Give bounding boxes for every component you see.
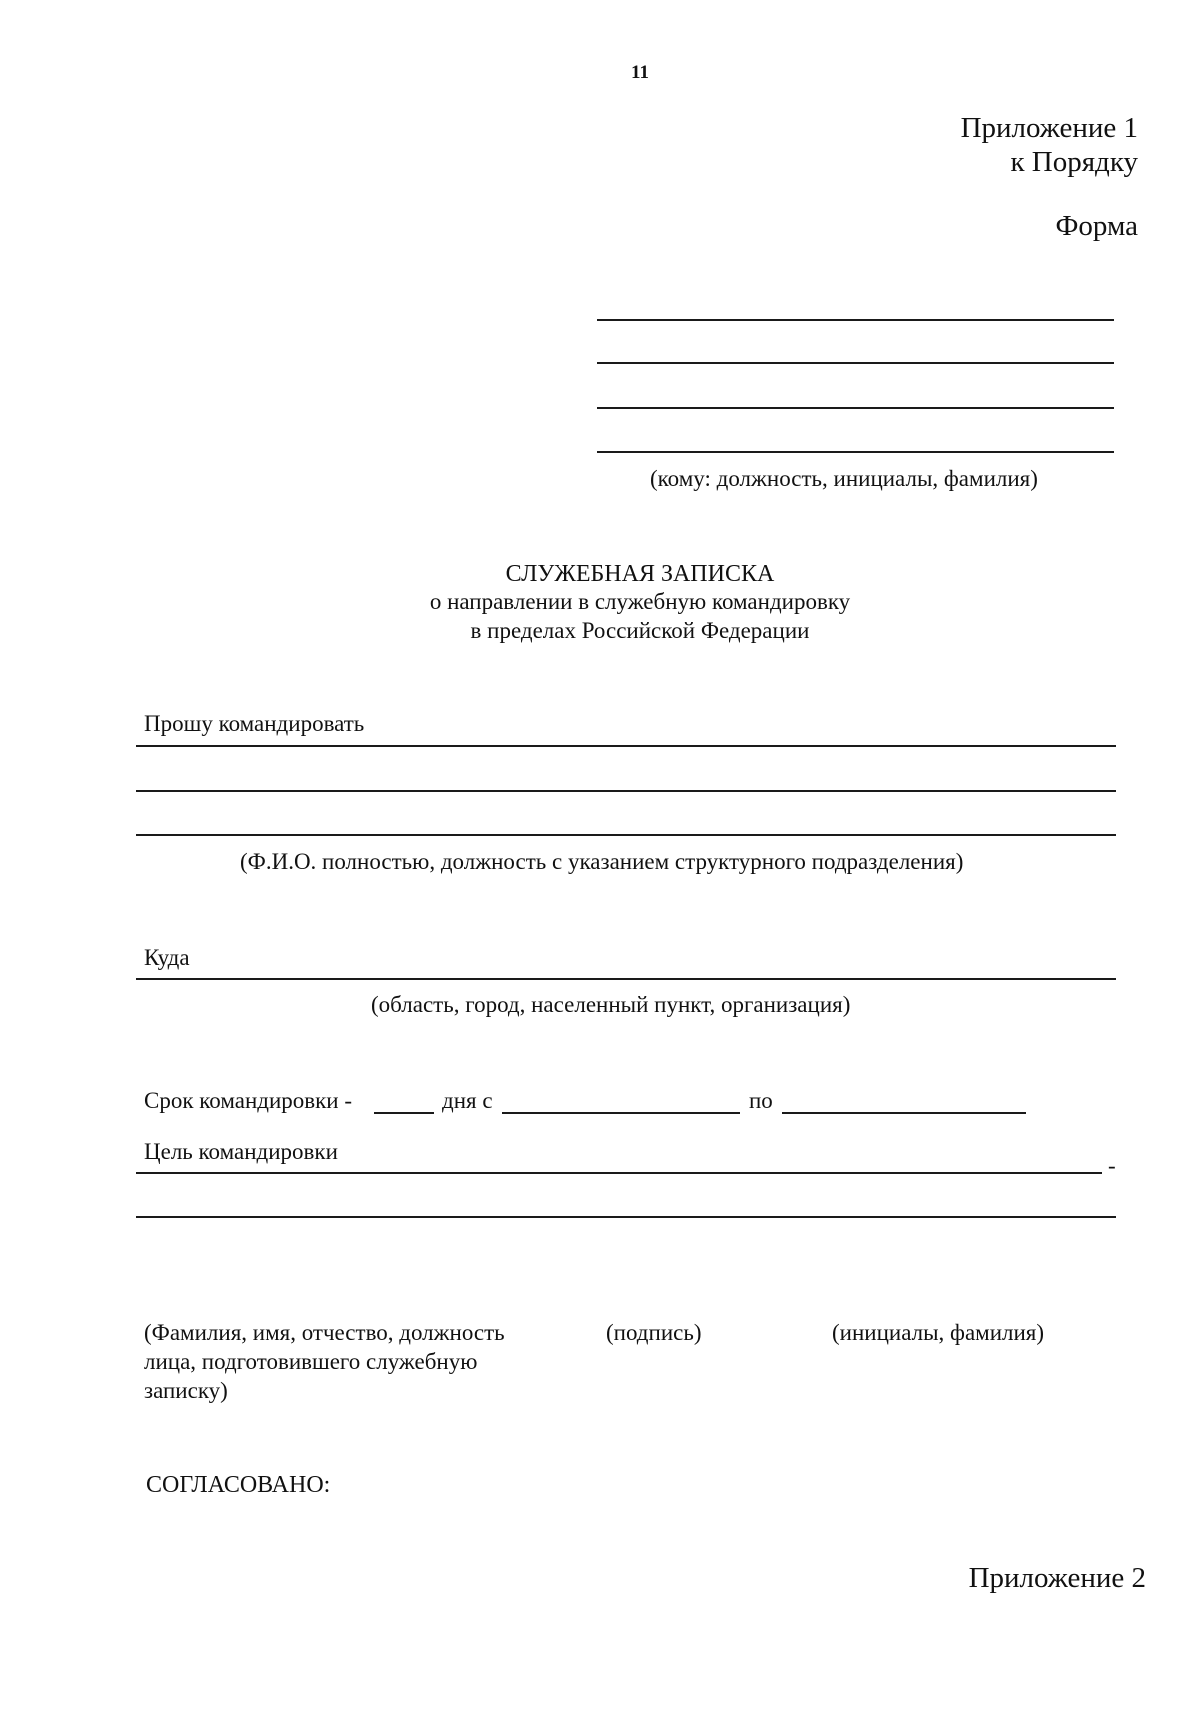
- preparer-caption-3: записку): [144, 1378, 228, 1403]
- appendix-subtitle: к Порядку: [1010, 146, 1138, 178]
- destination-line[interactable]: [136, 978, 1116, 980]
- document-subtitle-2: в пределах Российской Федерации: [470, 618, 810, 643]
- purpose-line-1[interactable]: [136, 1172, 1102, 1174]
- destination-caption: (область, город, населенный пункт, организация): [371, 992, 851, 1017]
- approval-label: СОГЛАСОВАНО:: [146, 1472, 331, 1498]
- request-line-1[interactable]: [136, 745, 1116, 747]
- addressee-line-4[interactable]: [597, 451, 1114, 453]
- preparer-caption-2: лица, подготовившего служебную: [144, 1349, 478, 1374]
- term-days-label: дня с: [442, 1088, 493, 1113]
- addressee-line-3[interactable]: [597, 407, 1114, 409]
- term-end-date-field[interactable]: [782, 1112, 1026, 1114]
- request-line-2[interactable]: [136, 790, 1116, 792]
- page-number: 11: [631, 62, 649, 83]
- destination-label: Куда: [144, 945, 190, 970]
- addressee-caption: (кому: должность, инициалы, фамилия): [650, 466, 1038, 491]
- term-days-field[interactable]: [374, 1112, 434, 1114]
- initials-caption: (инициалы, фамилия): [832, 1320, 1045, 1345]
- request-caption: (Ф.И.О. полностью, должность с указанием структурного подразделения): [240, 849, 964, 874]
- term-start-date-field[interactable]: [502, 1112, 740, 1114]
- purpose-line-2[interactable]: [136, 1216, 1116, 1218]
- term-label: Срок командировки -: [144, 1088, 353, 1113]
- term-to-label: по: [749, 1088, 773, 1113]
- form-label: Форма: [1055, 210, 1138, 242]
- preparer-caption-1: (Фамилия, имя, отчество, должность: [144, 1320, 505, 1345]
- purpose-label: Цель командировки: [144, 1139, 338, 1164]
- addressee-line-1[interactable]: [597, 319, 1114, 321]
- next-appendix-title: Приложение 2: [968, 1562, 1146, 1594]
- request-line-3[interactable]: [136, 834, 1116, 836]
- document-title: СЛУЖЕБНАЯ ЗАПИСКА: [505, 561, 775, 587]
- addressee-line-2[interactable]: [597, 362, 1114, 364]
- signature-caption: (подпись): [606, 1320, 702, 1345]
- purpose-trailing-dash: -: [1108, 1153, 1116, 1178]
- request-label: Прошу командировать: [144, 711, 365, 736]
- document-subtitle-1: о направлении в служебную командировку: [429, 589, 851, 614]
- appendix-title: Приложение 1: [960, 112, 1138, 144]
